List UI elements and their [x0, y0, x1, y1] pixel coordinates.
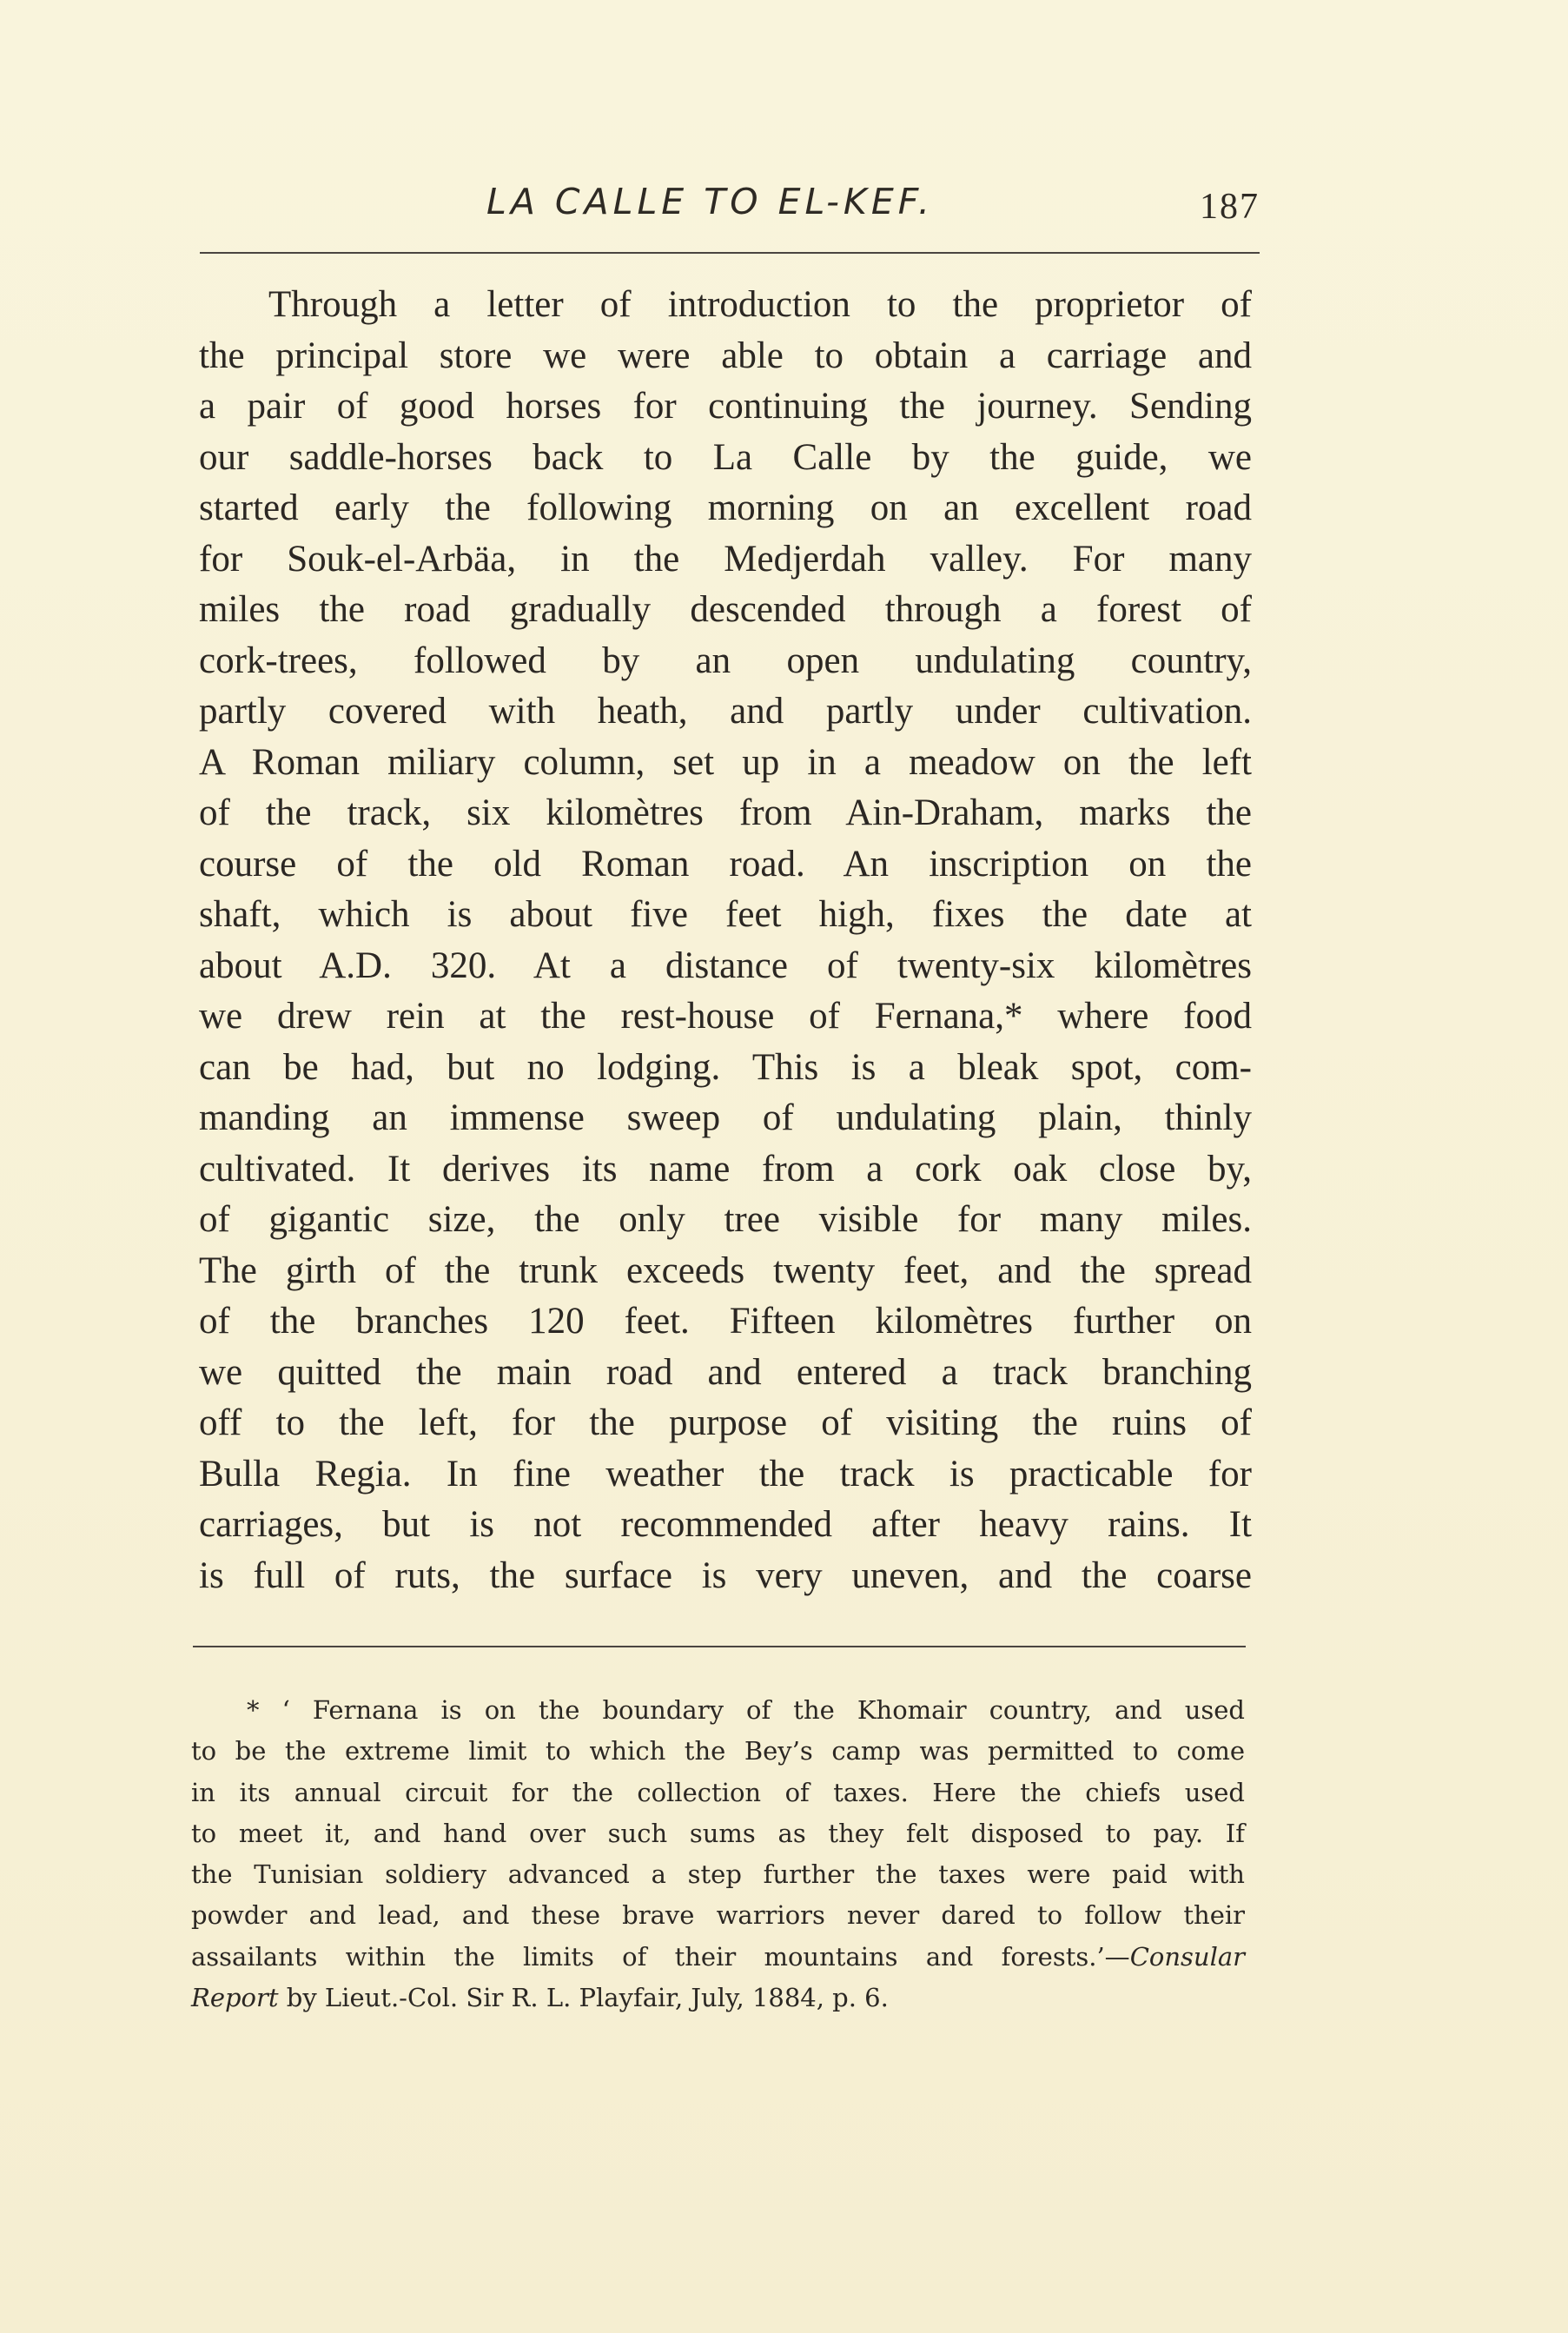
running-head: LA CALLE TO EL-KEF.	[486, 181, 935, 222]
footnote-citation-text: by Lieut.-Col. Sir R. L. Playfair, July, 1884, p. 6.	[278, 1983, 889, 2013]
body-text	[199, 280, 1252, 1601]
body-line: started early the following morning on an excellent road	[199, 487, 1252, 528]
body-line: Bulla Regia. In fine weather the track is practicable for	[199, 1453, 1252, 1495]
footnote-citation-italic: Report	[191, 1983, 279, 2013]
body-line: course of the old Roman road. An inscription on the	[199, 843, 1252, 885]
body-line: the principal store we were able to obtain a carriage and	[199, 335, 1252, 376]
footnote-last-line	[191, 1978, 1245, 2018]
body-line: cultivated. It derives its name from a cork oak close by,	[199, 1148, 1252, 1190]
footnote-line: to meet it, and hand over such sums as they felt disposed to pay. If	[191, 1818, 1245, 1848]
footnote-citation-italic: Consular	[1129, 1941, 1245, 1972]
body-line: manding an immense sweep of undulating plain, thinly	[199, 1097, 1252, 1138]
footnote-line: the Tunisian soldiery advanced a step further the taxes were paid with	[191, 1859, 1245, 1890]
body-line: we drew rein at the rest-house of Fernana,* where food	[199, 996, 1252, 1037]
body-line: we quitted the main road and entered a track branching	[199, 1351, 1252, 1393]
footnote-line-text: assailants within the limits of their mountains and forests.’—	[191, 1941, 1130, 1972]
header-rule	[200, 252, 1260, 254]
body-line: about A.D. 320. At a distance of twenty-six kilomètres	[199, 944, 1252, 986]
body-line: shaft, which is about five feet high, fixes the date at	[199, 894, 1252, 935]
page-number: 187	[1200, 187, 1260, 227]
body-line: Through a letter of introduction to the proprietor of	[268, 284, 1252, 325]
body-line: The girth of the trunk exceeds twenty feet, and the spread	[199, 1249, 1252, 1291]
body-line: our saddle-horses back to La Calle by the guide, we	[199, 436, 1252, 478]
body-line: partly covered with heath, and partly under cultivation.	[199, 691, 1252, 732]
body-line: of the branches 120 feet. Fifteen kilomètres further on	[199, 1301, 1252, 1342]
body-line: a pair of good horses for continuing the journey. Sending	[199, 386, 1252, 427]
body-line: carriages, but is not recommended after heavy rains. It	[199, 1504, 1252, 1545]
footnote-line-with-ref	[191, 1937, 1245, 1978]
body-line: can be had, but no lodging. This is a bleak spot, com-	[199, 1046, 1252, 1088]
body-line: A Roman miliary column, set up in a meadow on the left	[199, 741, 1252, 783]
footnote-rule	[193, 1646, 1246, 1647]
body-line: of gigantic size, the only tree visible for many miles.	[199, 1199, 1252, 1240]
body-line: of the track, six kilomètres from Ain-Draham, marks the	[199, 792, 1252, 833]
footnote-line: to be the extreme limit to which the Bey’s camp was permitted to come	[191, 1736, 1245, 1766]
footnote	[191, 1690, 1245, 2018]
footnote-line: in its annual circuit for the collection of taxes. Here the chiefs used	[191, 1777, 1245, 1807]
body-line: off to the left, for the purpose of visiting the ruins of	[199, 1402, 1252, 1443]
body-line: miles the road gradually descended through a forest of	[199, 589, 1252, 630]
body-line: is full of ruts, the surface is very uneven, and the coarse	[199, 1554, 1252, 1596]
body-line: cork-trees, followed by an open undulating country,	[199, 640, 1252, 681]
body-line: for Souk-el-Arbäa, in the Medjerdah valley. For many	[199, 538, 1252, 580]
footnote-line: powder and lead, and these brave warriors never dared to follow their	[191, 1900, 1245, 1931]
footnote-line: * ‘ Fernana is on the boundary of the Khomair country, and used	[247, 1695, 1245, 1725]
page-header	[200, 181, 1260, 233]
